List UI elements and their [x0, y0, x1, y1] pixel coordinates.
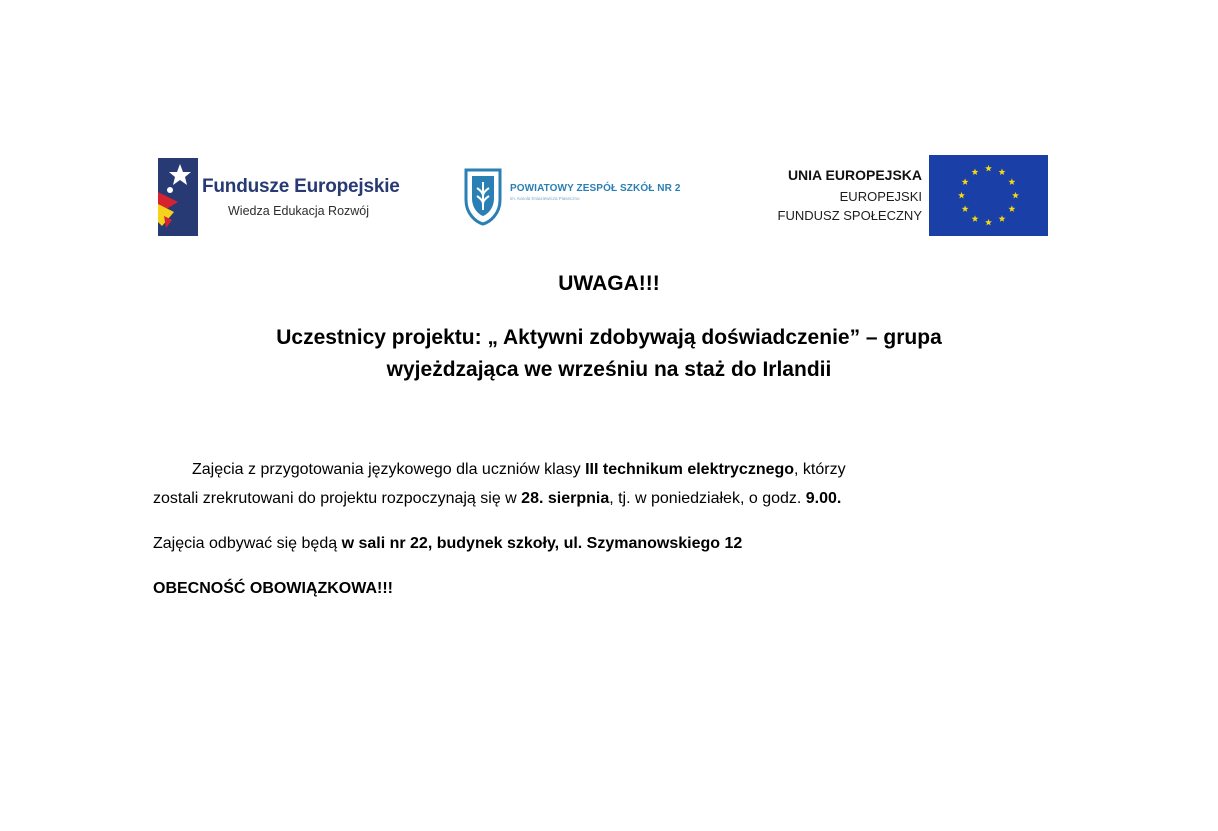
school-subtitle: im. Karola Kniaziewicza Piaseczno	[510, 196, 580, 201]
eu-star-icon	[985, 165, 992, 172]
school-logo	[458, 164, 730, 228]
alert-heading: UWAGA!!!	[558, 272, 660, 295]
school-shield-icon	[462, 166, 506, 226]
fe-title: Fundusze Europejskie	[202, 176, 400, 197]
paragraph-text: Zajęcia odbywać się będą	[153, 535, 342, 552]
class-name: III technikum elektrycznego	[585, 461, 795, 478]
start-time: 9.00.	[805, 490, 842, 507]
eu-star-icon	[1008, 178, 1015, 185]
eu-star-icon	[972, 169, 979, 176]
eu-star-icon	[1012, 192, 1019, 199]
paragraph-text: Zajęcia z przygotowania językowego dla uczniów klasy	[192, 461, 586, 478]
eu-star-icon	[1008, 205, 1015, 212]
project-heading	[0, 322, 1218, 386]
info-paragraph	[153, 455, 1053, 513]
fe-subtitle: Wiedza Edukacja Rozwój	[228, 204, 370, 218]
eu-star-icon	[962, 205, 969, 212]
fundusze-europejskie-logo	[156, 156, 416, 238]
eu-line-2: EUROPEJSKI	[839, 189, 922, 204]
project-heading-line-1: Uczestnicy projektu: „ Aktywni zdobywają doświadczenie” – grupa	[276, 326, 942, 349]
eu-star-icon	[985, 219, 992, 226]
fundusze-europejskie-emblem-icon	[156, 156, 200, 238]
location: w sali nr 22, budynek szkoły, ul. Szymanowskiego 12	[341, 535, 743, 552]
eu-flag-icon	[929, 155, 1048, 236]
eu-star-icon	[958, 192, 965, 199]
eu-star-icon	[972, 215, 979, 222]
eu-star-icon	[999, 169, 1006, 176]
paragraph-text: zostali zrekrutowani do projektu rozpoczynają się w	[153, 490, 522, 507]
location-paragraph	[153, 529, 1053, 558]
eu-star-icon	[999, 215, 1006, 222]
start-date: 28. sierpnia	[521, 490, 610, 507]
eu-logo	[756, 155, 1048, 237]
eu-title: UNIA EUROPEJSKA	[787, 167, 922, 183]
mandatory-notice: OBECNOŚĆ OBOWIĄZKOWA!!!	[153, 580, 393, 597]
eu-star-icon	[962, 178, 969, 185]
school-name: POWIATOWY ZESPÓŁ SZKÓŁ NR 2	[510, 183, 681, 194]
paragraph-text: , tj. w poniedziałek, o godz.	[609, 490, 806, 507]
project-heading-line-2: wyjeżdzająca we wrześniu na staż do Irlandii	[386, 358, 832, 381]
paragraph-text: , którzy	[794, 461, 846, 478]
eu-line-3: FUNDUSZ SPOŁECZNY	[777, 208, 922, 223]
